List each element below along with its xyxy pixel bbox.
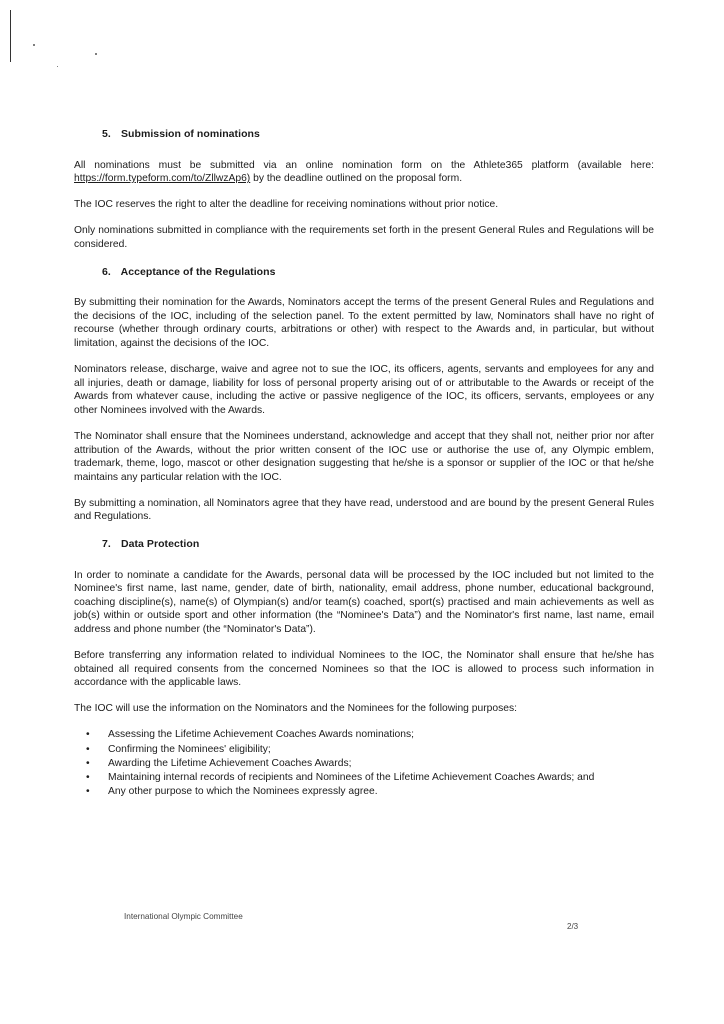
bullet-icon: • xyxy=(86,743,90,755)
list-item xyxy=(86,771,654,785)
paragraph: The IOC reserves the right to alter the deadline for receiving nominations without prior notice. xyxy=(74,199,499,211)
list-item-text: Maintaining internal records of recipients and Nominees of the Lifetime Achievement Coaches Awards; and xyxy=(108,771,595,783)
nomination-form-link[interactable]: https://form.typeform.com/to/ZllwzAp6) xyxy=(74,173,251,185)
bullet-icon: • xyxy=(86,785,90,797)
bullet-icon: • xyxy=(86,757,90,769)
list-item xyxy=(86,785,654,799)
paragraph: The IOC will use the information on the Nominators and the Nominees for the following purposes: xyxy=(74,703,517,715)
list-item-text: Assessing the Lifetime Achievement Coaches Awards nominations; xyxy=(108,729,415,741)
list-item xyxy=(86,757,654,771)
section-heading xyxy=(102,538,654,552)
footer-organization: International Olympic Committee xyxy=(124,912,243,921)
paragraph-text: All nominations must be submitted via an online nomination form on the Athlete365 platform (available here: xyxy=(74,159,654,171)
paragraph: By submitting a nomination, all Nominators agree that they have read, understood and are bound by the present General Rules and Regulations. xyxy=(74,497,654,523)
paragraph: By submitting their nomination for the Awards, Nominators accept the terms of the present General Rules and Regulations and the decisions of the IOC, including of the selection panel. To the extent permitted by law, Nominators shall have no right of recourse (whether through ordinary courts, arbitrations or other) with respect to the Awards and, in particular, but without limitation, against the decisions of the IOC. xyxy=(74,297,654,349)
list-item xyxy=(86,743,654,757)
bullet-icon: • xyxy=(86,771,90,783)
paragraph-text: by the deadline outlined on the proposal form. xyxy=(250,173,463,185)
paragraph: In order to nominate a candidate for the Awards, personal data will be processed by the IOC included but not limited to the Nominee's first name, last name, gender, date of birth, nationality, email address, phone number, educational background, coaching discipline(s), name(s) of Olympian(s) and/or team(s) coached, sport(s) practised and main achievements as well as job(s) within or outside sport and other information (the “Nominee's Data”) and the Nominator's first name, last name, email address and phone number (the “Nominator's Data”). xyxy=(74,569,654,635)
section-heading xyxy=(102,128,654,142)
scan-artifact-speck xyxy=(95,53,97,55)
scan-artifact-speck xyxy=(57,66,58,67)
list-item-text: Any other purpose to which the Nominees expressly agree. xyxy=(108,785,378,797)
section-heading xyxy=(102,266,654,280)
page-number: 2/3 xyxy=(567,922,579,931)
scan-artifact-speck xyxy=(33,44,35,46)
list-item-text: Confirming the Nominees' eligibility; xyxy=(108,743,271,755)
paragraph: Before transferring any information related to individual Nominees to the IOC, the Nominator shall ensure that he/she has obtained all required consents from the concerned Nominees so that the IOC is allowed to process such information in accordance with the applicable laws. xyxy=(74,650,654,689)
scan-artifact-line xyxy=(10,10,11,62)
paragraph: Nominators release, discharge, waive and agree not to sue the IOC, its officers, agents, servants and employees for any and all injuries, death or damage, liability for loss of personal property arising out of or attributable to the Awards or receipt of the Awards from whatever cause, including the active or passive negligence of the IOC, its officers, servants, employees or any other Nominees involved with the Awards. xyxy=(74,364,654,416)
section-number: 5. xyxy=(102,128,111,140)
paragraph xyxy=(74,159,654,186)
list-item xyxy=(86,728,654,742)
paragraph: The Nominator shall ensure that the Nominees understand, acknowledge and accept that they shall not, neither prior nor after attribution of the Awards, without the prior written consent of the IOC use or authorise the use of, any Olympic emblem, trademark, theme, logo, mascot or other designation suggesting that he/she is a sponsor or supplier of the IOC or that he/she maintains any particular relation with the IOC. xyxy=(74,430,654,483)
section-title: Submission of nominations xyxy=(120,128,260,140)
section-number: 7. xyxy=(102,537,111,550)
section-number: 6. xyxy=(102,265,111,278)
purpose-list xyxy=(74,728,654,798)
bullet-icon: • xyxy=(86,729,90,741)
document-body xyxy=(74,128,654,799)
section-title: Data Protection xyxy=(120,537,200,550)
list-item-text: Awarding the Lifetime Achievement Coaches Awards; xyxy=(108,757,352,769)
section-title: Acceptance of the Regulations xyxy=(120,265,276,278)
paragraph: Only nominations submitted in compliance with the requirements set forth in the present General Rules and Regulations will be considered. xyxy=(74,225,654,250)
